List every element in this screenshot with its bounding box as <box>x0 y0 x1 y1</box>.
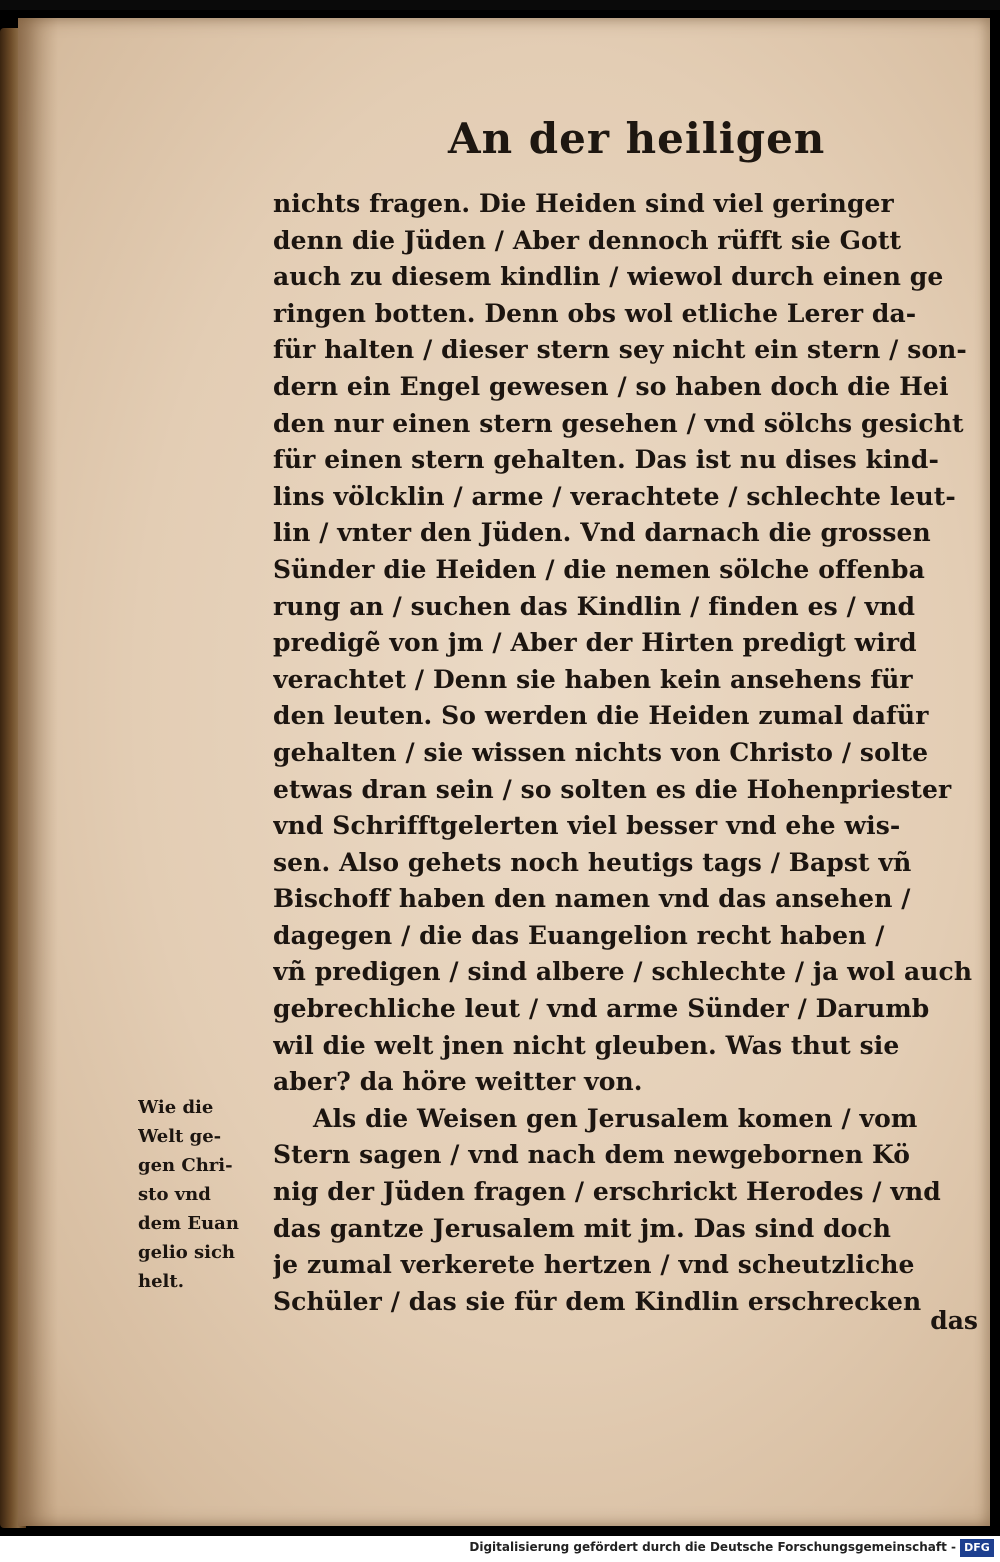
gloss-line: gen Chri- <box>138 1155 233 1176</box>
text-line: gehalten / sie wissen nichts von Christo / solte <box>273 737 929 767</box>
text-line-paragraph-start: Als die Weisen gen Jerusalem komen / vom <box>313 1103 918 1133</box>
text-line: Schüler / das sie für dem Kindlin erschrecken <box>273 1286 922 1316</box>
text-line: Bischoff haben den namen vnd das ansehen / <box>273 884 911 914</box>
text-line: verachtet / Denn sie haben kein ansehens für <box>273 664 913 694</box>
gloss-line: sto vnd <box>138 1184 211 1205</box>
dfg-logo: DFG <box>960 1539 994 1557</box>
marginal-gloss <box>138 1093 273 1296</box>
text-line: denn die Jüden / Aber dennoch rüfft sie Gott <box>273 225 902 255</box>
running-title: An der heiligen <box>448 114 826 163</box>
text-line: rung an / suchen das Kindlin / finden es / vnd <box>273 591 916 621</box>
text-line: Sünder die Heiden / die nemen sölche offenba <box>273 554 925 584</box>
scan-top-strip <box>0 0 1000 10</box>
text-line: dagegen / die das Euangelion recht haben / <box>273 920 885 950</box>
text-line: auch zu diesem kindlin / wiewol durch einen ge <box>273 262 944 292</box>
text-line: ringen botten. Denn obs wol etliche Lerer da- <box>273 298 917 328</box>
footer-credit-text: Digitalisierung gefördert durch die Deutsche Forschungsgemeinschaft - <box>469 1540 956 1554</box>
gloss-line: gelio sich <box>138 1242 236 1263</box>
text-line: aber? da höre weitter von. <box>273 1067 643 1097</box>
text-line: den nur einen stern gesehen / vnd sölchs gesicht <box>273 408 964 438</box>
text-line: dern ein Engel gewesen / so haben doch die Hei <box>273 371 949 401</box>
text-line: nichts fragen. Die Heiden sind viel geringer <box>273 189 894 218</box>
text-line: für halten / dieser stern sey nicht ein stern / son- <box>273 335 967 365</box>
main-text-block <box>273 186 973 1320</box>
gloss-line: dem Euan <box>138 1213 239 1234</box>
text-line: das gantze Jerusalem mit jm. Das sind doch <box>273 1213 892 1243</box>
gutter-shadow <box>18 18 58 1526</box>
digitization-footer <box>0 1536 1000 1562</box>
text-line: lins völcklin / arme / verachtete / schlechte leut- <box>273 481 956 511</box>
text-line: nig der Jüden fragen / erschrickt Herodes / vnd <box>273 1177 941 1207</box>
text-line: vñ predigen / sind albere / schlechte / ja wol auch <box>273 957 973 987</box>
text-line: etwas dran sein / so solten es die Hohenpriester <box>273 774 952 804</box>
text-line: wil die welt jnen nicht gleuben. Was thut sie <box>273 1030 900 1060</box>
text-line: vnd Schrifftgelerten viel besser vnd ehe wis- <box>273 811 901 841</box>
text-line: predigẽ von jm / Aber der Hirten predigt wird <box>273 628 917 658</box>
text-line: Stern sagen / vnd nach dem newgebornen Kö <box>273 1140 911 1170</box>
gloss-line: Wie die <box>138 1097 214 1118</box>
text-line: den leuten. So werden die Heiden zumal dafür <box>273 701 929 731</box>
book-page <box>18 18 990 1526</box>
gloss-line: helt. <box>138 1271 184 1292</box>
text-line: für einen stern gehalten. Das ist nu dises kind- <box>273 445 939 475</box>
text-line: lin / vnter den Jüden. Vnd darnach die grossen <box>273 518 931 548</box>
catchword: das <box>930 1306 978 1335</box>
text-line: gebrechliche leut / vnd arme Sünder / Darumb <box>273 994 930 1024</box>
text-line: je zumal verkerete hertzen / vnd scheutzliche <box>273 1250 915 1280</box>
gloss-line: Welt ge- <box>138 1126 222 1147</box>
text-line: sen. Also gehets noch heutigs tags / Bapst vñ <box>273 847 912 877</box>
